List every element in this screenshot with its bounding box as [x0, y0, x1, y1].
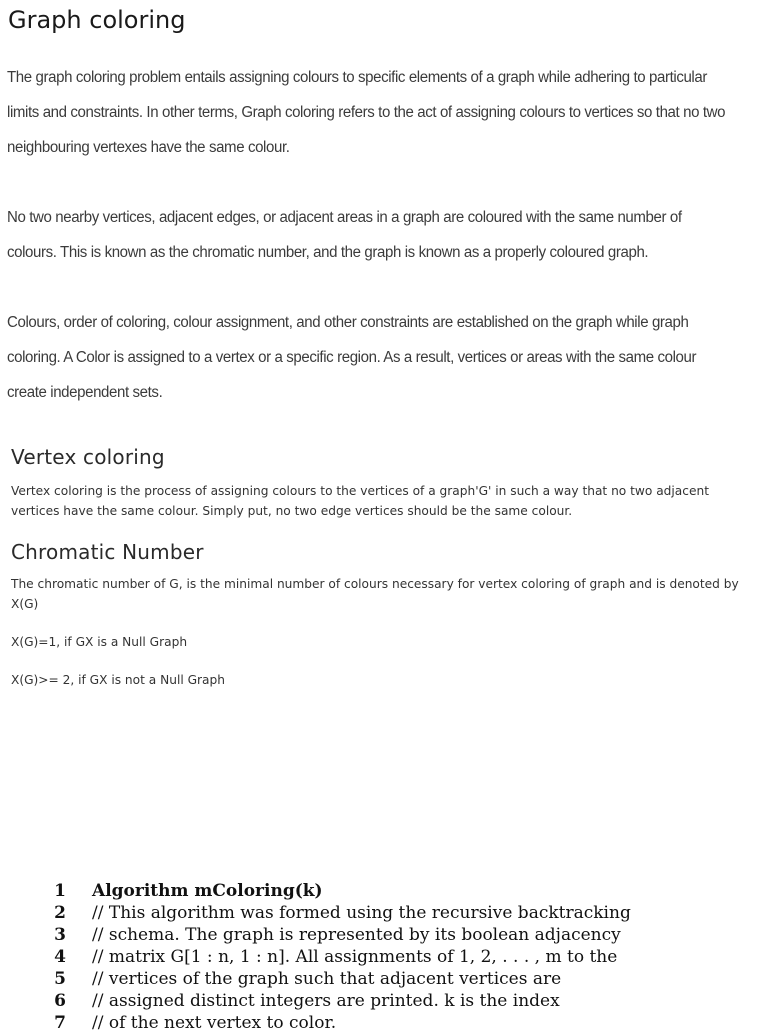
algorithm-line-text: // schema. The graph is represented by its boolean adjacency — [92, 925, 621, 945]
algorithm-line — [40, 968, 740, 990]
line-number: 4 — [54, 947, 66, 967]
page-title: Graph coloring — [8, 6, 186, 34]
line-number: 7 — [54, 1013, 66, 1033]
line-number: 6 — [54, 991, 66, 1011]
algorithm-line-text: // assigned distinct integers are printed. k is the index — [92, 991, 560, 1011]
algorithm-line — [40, 924, 740, 946]
chromatic-rule-not-null: X(G)>= 2, if GX is not a Null Graph — [11, 673, 225, 687]
line-number: 3 — [54, 925, 66, 945]
algorithm-line-text: // vertices of the graph such that adjacent vertices are — [92, 969, 562, 989]
algorithm-line — [40, 946, 740, 968]
vertex-coloring-text: Vertex coloring is the process of assigning colours to the vertices of a graph'G' in such a way that no two adjacent vertices have the same colour. Simply put, no two edge vertices should be the same colour. — [11, 484, 709, 518]
chromatic-paragraph: No two nearby vertices, adjacent edges, or adjacent areas in a graph are coloured with the same number of colours. This is known as the chromatic number, and the graph is known as a properly coloured graph. — [7, 209, 682, 261]
algorithm-line-text: // matrix G[1 : n, 1 : n]. All assignments of 1, 2, . . . , m to the — [92, 947, 618, 967]
algorithm-line-text: Algorithm mColoring(k) — [92, 881, 323, 901]
vertex-coloring-heading: Vertex coloring — [11, 445, 165, 469]
line-number: 2 — [54, 903, 66, 923]
algorithm-line-text: // This algorithm was formed using the recursive backtracking — [92, 903, 631, 923]
line-number: 5 — [54, 969, 66, 989]
line-number: 1 — [54, 881, 66, 901]
algorithm-line — [40, 1012, 740, 1034]
intro-paragraph: The graph coloring problem entails assigning colours to specific elements of a graph while adhering to particular limits and constraints. In other terms, Graph coloring refers to the act of assigning colours to vertices so that no two neighbouring vertexes have the same colour. — [7, 69, 726, 156]
chromatic-number-text: The chromatic number of G, is the minimal number of colours necessary for vertex coloring of graph and is denoted by X(G) — [11, 577, 739, 611]
constraints-paragraph: Colours, order of coloring, colour assignment, and other constraints are established on the graph while graph coloring. A Color is assigned to a vertex or a specific region. As a result, vertices or areas with the same colour create independent sets. — [7, 314, 697, 401]
chromatic-rule-null: X(G)=1, if GX is a Null Graph — [11, 635, 188, 649]
algorithm-line-text: // of the next vertex to color. — [92, 1013, 337, 1033]
algorithm-line — [40, 880, 740, 902]
chromatic-number-heading: Chromatic Number — [11, 540, 204, 564]
algorithm-line — [40, 902, 740, 924]
algorithm-listing — [40, 880, 740, 1034]
algorithm-line — [40, 990, 740, 1012]
